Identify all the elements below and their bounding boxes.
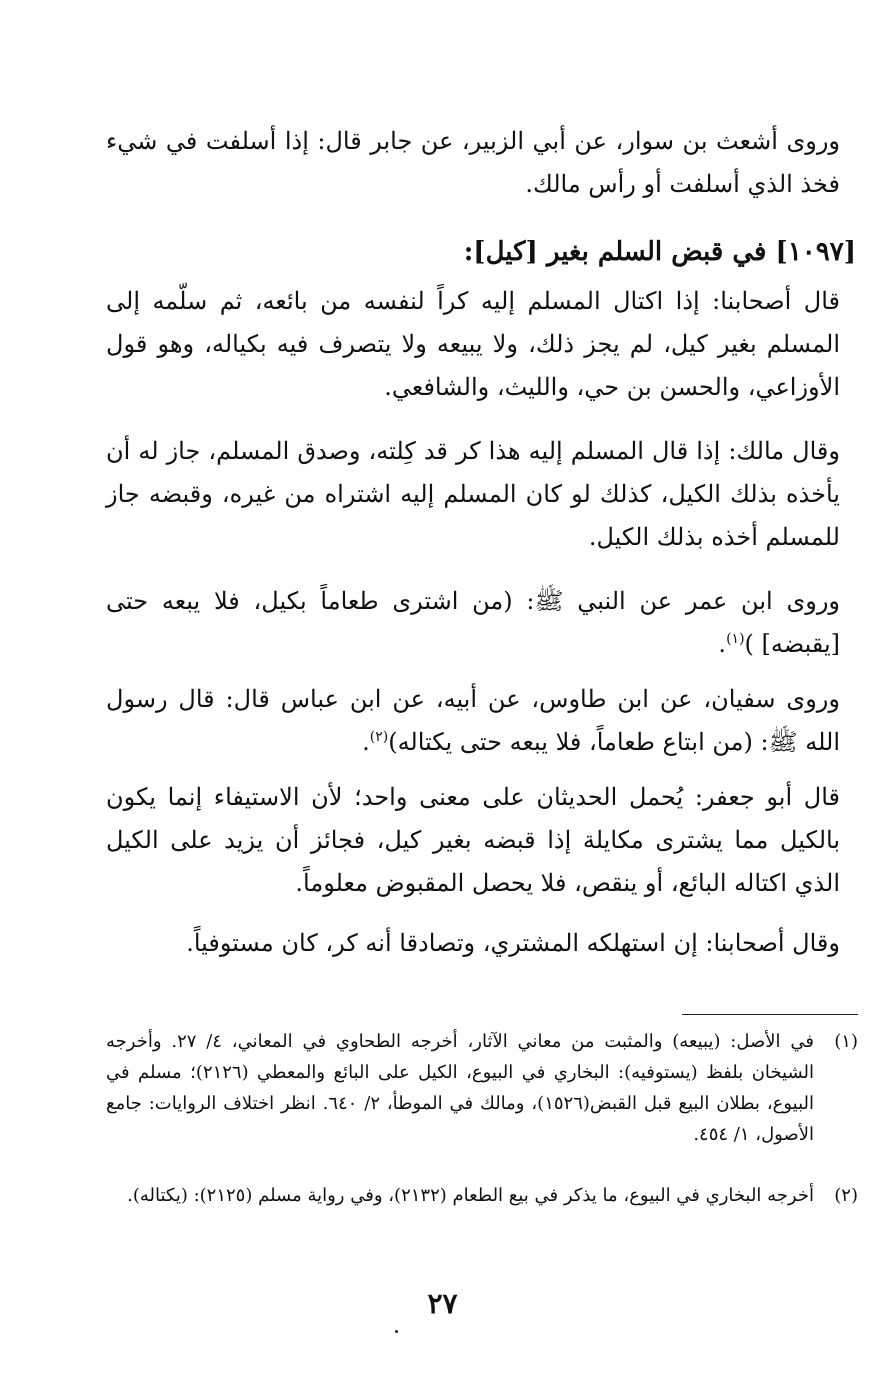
sentence-end: .	[718, 630, 727, 658]
paragraph-consumption: وقال أصحابنا: إن استهلكه المشتري، وتصادقا أنه كر، كان مستوفياً.	[186, 929, 840, 957]
footnote-separator	[682, 1014, 858, 1015]
paragraph-ibn-abbas-hadith	[106, 678, 840, 764]
print-dot	[395, 1330, 398, 1333]
footnote-marker: (١)	[834, 1031, 858, 1052]
paragraph-abu-jafar: قال أبو جعفر: يُحمل الحديثان على معنى واحد؛ لأن الاستيفاء إنما يكون بالكيل مما يشترى مكايلة إذا قبضه بغير كيل، فجائز أن يزيد على الكيل الذي اكتاله البائع، أو ينقص، فلا يحصل المقبوض معلوماً.	[106, 783, 840, 897]
paragraph-ibn-umar-hadith	[106, 580, 840, 666]
paragraph-malik: وقال مالك: إذا قال المسلم إليه هذا كر قد كِلته، وصدق المسلم، جاز له أن يأخذه بذلك الكيل، كذلك لو كان المسلم إليه اشتراه من غيره، وقبضه جاز للمسلم أخذه بذلك الكيل.	[106, 437, 840, 551]
footnote-text: في الأصل: (يبيعه) والمثبت من معاني الآثار، أخرجه الطحاوي في المعاني، ٤/ ٢٧. وأخرجه الشيخان بلفظ (يستوفيه): البخاري في البيوع، الكيل على البائع والمعطي (٢١٢٦)؛ مسلم في البيوع، بطلان البيع قبل القبض(١٥٢٦)، ومالك في الموطأ، ٢/ ٦٤٠. انظر اختلاف الروايات: جامع الأصول، ١/ ٤٥٤.	[106, 1031, 815, 1145]
footnote-ref-1: (١)	[726, 631, 745, 647]
footnote-1	[106, 1026, 858, 1150]
hadith-text: وروى ابن عمر عن النبي ﷺ: (من اشترى طعاماً بكيل، فلا يبعه حتى [يقبضه] )	[106, 587, 840, 658]
page-number: ٢٧	[427, 1287, 458, 1320]
footnote-marker: (٢)	[834, 1185, 858, 1206]
footnote-2	[106, 1180, 858, 1211]
sentence-end: .	[362, 728, 370, 756]
hadith-text: وروى سفيان، عن ابن طاوس، عن أبيه، عن ابن عباس قال: قال رسول الله ﷺ: (من ابتاع طعاماً، فلا يبعه حتى يكتاله)	[106, 685, 840, 756]
paragraph-our-companions: قال أصحابنا: إذا اكتال المسلم إليه كراً لنفسه من بائعه، ثم سلّمه إلى المسلم بغير كيل، لم يجز ذلك، ولا يبيعه ولا يتصرف فيه بكياله، وهو قول الأوزاعي، والحسن بن حي، والليث، والشافعي.	[106, 287, 840, 401]
section-heading: [١٠٩٧] في قبض السلم بغير [كيل]:	[463, 237, 856, 267]
paragraph-ashath-narration: وروى أشعث بن سوار، عن أبي الزبير، عن جابر قال: إذا أسلفت في شيء فخذ الذي أسلفت أو رأس مالك.	[106, 127, 840, 198]
footnote-text: أخرجه البخاري في البيوع، ما يذكر في بيع الطعام (٢١٣٢)، وفي رواية مسلم (٢١٢٥): (يكتاله).	[127, 1185, 814, 1206]
footnote-ref-2: (٢)	[369, 729, 389, 745]
